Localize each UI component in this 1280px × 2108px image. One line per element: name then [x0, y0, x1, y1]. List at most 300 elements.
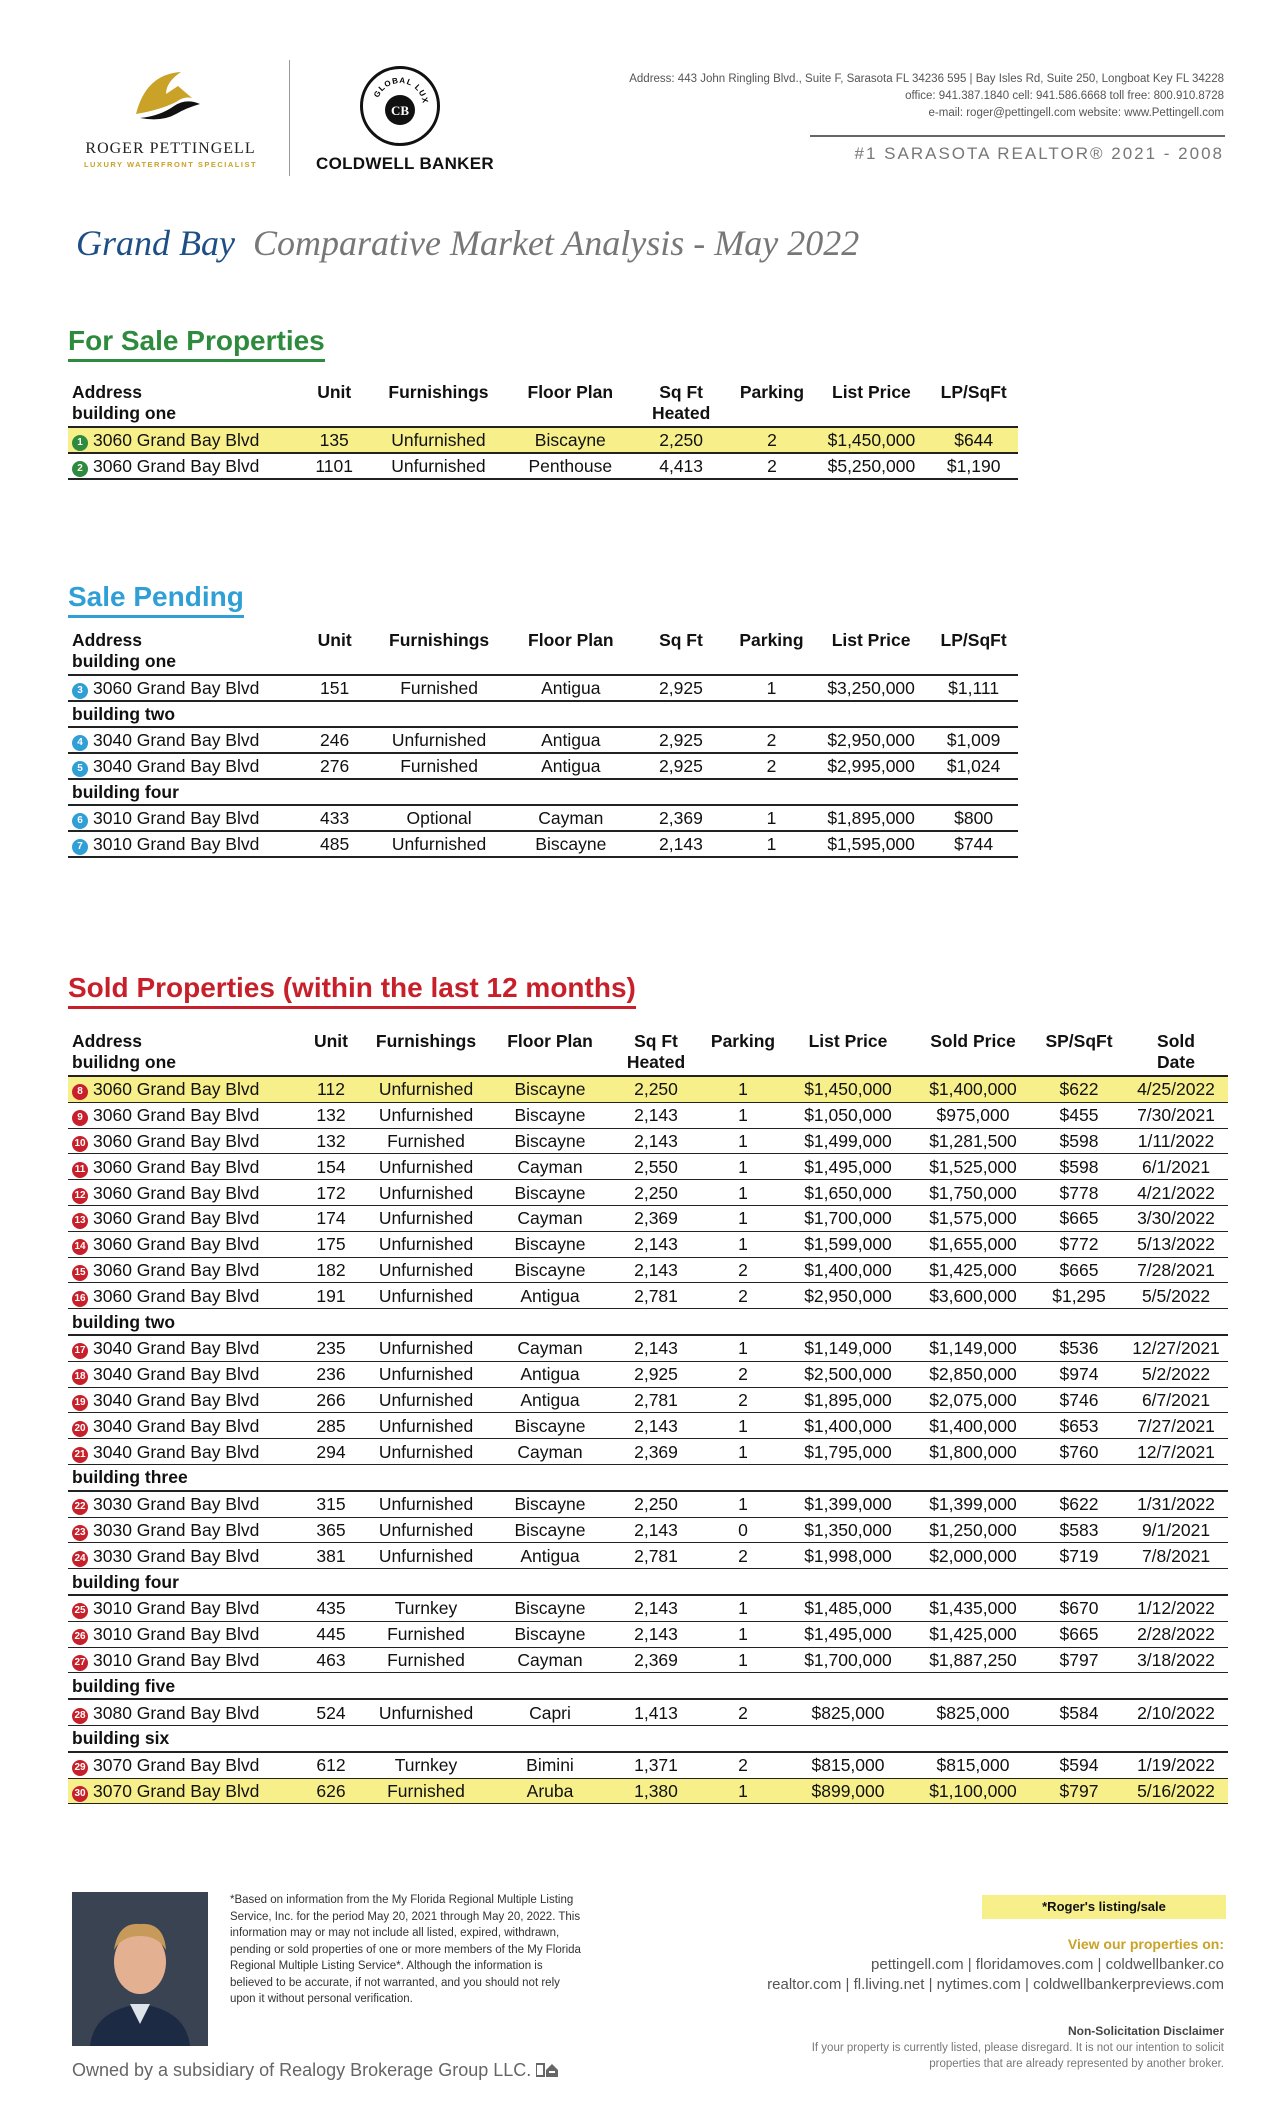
address-text: 3040 Grand Bay Blvd — [93, 756, 260, 776]
list-price-cell: $899,000 — [784, 1778, 912, 1804]
list-price-cell: $1,700,000 — [784, 1647, 912, 1673]
listing-number-icon: 9 — [72, 1110, 88, 1126]
address-cell — [68, 1387, 300, 1413]
contact-info — [544, 71, 1224, 122]
listing-number-icon: 30 — [72, 1786, 88, 1802]
sqft-cell: 2,781 — [610, 1387, 702, 1413]
sold-price-cell: $1,400,000 — [912, 1413, 1034, 1439]
list-price-cell: $1,700,000 — [784, 1205, 912, 1231]
sold-date-cell: 7/30/2021 — [1124, 1102, 1228, 1128]
listing-number-icon: 12 — [72, 1188, 88, 1204]
furnishings-cell: Unfurnished — [369, 727, 510, 753]
address-text: 3060 Grand Bay Blvd — [93, 456, 260, 476]
address-cell — [68, 753, 301, 779]
list-price-cell: $2,500,000 — [784, 1361, 912, 1387]
parking-cell: 2 — [702, 1257, 784, 1283]
table-row — [68, 1387, 1228, 1413]
floor-plan-cell: Biscayne — [490, 1180, 610, 1206]
unit-cell: 612 — [300, 1752, 362, 1778]
sold-price-cell: $1,100,000 — [912, 1778, 1034, 1804]
address-text: 3040 Grand Bay Blvd — [93, 1389, 260, 1410]
price-per-sqft-cell: $719 — [1034, 1543, 1124, 1569]
sold-price-cell: $1,575,000 — [912, 1205, 1034, 1231]
address-cell — [68, 1543, 300, 1569]
table-row — [68, 1517, 1228, 1543]
property-sites — [724, 1955, 1224, 1995]
building-label: building two — [68, 701, 1018, 727]
building-label-row — [68, 1569, 1228, 1595]
sold-date-cell: 4/25/2022 — [1124, 1076, 1228, 1102]
sold-date-cell: 1/12/2022 — [1124, 1595, 1228, 1621]
floor-plan-cell: Antigua — [490, 1361, 610, 1387]
furnishings-cell: Optional — [369, 805, 510, 831]
furnishings-cell: Furnished — [362, 1647, 490, 1673]
sold-date-cell: 5/5/2022 — [1124, 1283, 1228, 1309]
building-label: building six — [68, 1725, 1228, 1751]
sqft-cell: 2,143 — [610, 1257, 702, 1283]
list-price-cell: $2,995,000 — [813, 753, 929, 779]
sold-price-cell: $1,655,000 — [912, 1231, 1034, 1257]
table-header: Address building one Unit Furnishings Floor Plan Sq Ft Heated Parking List Price LP/SqFt — [68, 382, 1018, 427]
price-per-sqft-cell: $622 — [1034, 1491, 1124, 1517]
sold-price-cell: $1,750,000 — [912, 1180, 1034, 1206]
sqft-cell: 2,781 — [610, 1283, 702, 1309]
listing-number-icon: 23 — [72, 1525, 88, 1541]
price-per-sqft-cell: $760 — [1034, 1439, 1124, 1465]
listing-number-icon: 10 — [72, 1136, 88, 1152]
listing-number-icon: 4 — [72, 735, 88, 751]
address-text: 3060 Grand Bay Blvd — [93, 1105, 260, 1126]
price-per-sqft-cell: $1,295 — [1034, 1283, 1124, 1309]
floor-plan-cell: Antigua — [490, 1543, 610, 1569]
price-per-sqft-cell: $797 — [1034, 1647, 1124, 1673]
listing-number-icon: 8 — [72, 1084, 88, 1100]
furnishings-cell: Unfurnished — [362, 1413, 490, 1439]
list-price-cell: $1,400,000 — [784, 1257, 912, 1283]
furnishings-cell: Unfurnished — [362, 1154, 490, 1180]
floor-plan-cell: Biscayne — [490, 1595, 610, 1621]
list-price-cell: $1,599,000 — [784, 1231, 912, 1257]
parking-cell: 1 — [702, 1102, 784, 1128]
sqft-cell: 2,781 — [610, 1543, 702, 1569]
roger-listing-legend: *Roger's listing/sale — [982, 1895, 1226, 1919]
table-row — [68, 1413, 1228, 1439]
floor-plan-cell: Cayman — [490, 1205, 610, 1231]
parking-cell: 1 — [702, 1621, 784, 1647]
list-price-cell: $815,000 — [784, 1752, 912, 1778]
floor-plan-cell: Penthouse — [509, 453, 632, 479]
sold-price-cell: $815,000 — [912, 1752, 1034, 1778]
unit-cell: 626 — [300, 1778, 362, 1804]
address-cell — [68, 453, 300, 479]
floor-plan-cell: Antigua — [490, 1283, 610, 1309]
price-per-sqft-cell: $746 — [1034, 1387, 1124, 1413]
list-price-cell: $1,895,000 — [813, 805, 929, 831]
sold-date-cell: 7/8/2021 — [1124, 1543, 1228, 1569]
building-label-row — [68, 779, 1018, 805]
title-place: Grand Bay — [76, 223, 235, 263]
listing-number-icon: 25 — [72, 1603, 88, 1619]
sqft-cell: 2,250 — [632, 427, 731, 453]
address-text: 3030 Grand Bay Blvd — [93, 1494, 260, 1515]
furnishings-cell: Furnished — [362, 1778, 490, 1804]
agent-photo — [72, 1892, 208, 2046]
sqft-cell: 2,143 — [610, 1413, 702, 1439]
listing-number-icon: 16 — [72, 1291, 88, 1307]
sold-date-cell: 3/18/2022 — [1124, 1647, 1228, 1673]
floor-plan-cell: Cayman — [490, 1647, 610, 1673]
title-rest: Comparative Market Analysis - May 2022 — [252, 223, 860, 263]
building-label: building two — [68, 1309, 1228, 1335]
furnishings-cell: Furnished — [369, 753, 510, 779]
table-row — [68, 427, 1018, 453]
sale-pending-table — [68, 630, 1018, 858]
address-cell — [68, 1231, 300, 1257]
table-row — [68, 1752, 1228, 1778]
sqft-cell: 1,371 — [610, 1752, 702, 1778]
furnishings-cell: Unfurnished — [369, 831, 510, 857]
web-line[interactable]: e-mail: roger@pettingell.com website: www.Pettingell.com — [928, 107, 1224, 119]
table-header: Address builidng one Unit Furnishings Floor Plan Sq Ft Heated Parking List Price Sold Price SP/SqFt Sold Date — [68, 1031, 1228, 1076]
address-text: 3040 Grand Bay Blvd — [93, 1338, 260, 1359]
sold-date-cell: 5/13/2022 — [1124, 1231, 1228, 1257]
address-cell — [68, 1491, 300, 1517]
sold-date-cell: 6/7/2021 — [1124, 1387, 1228, 1413]
listing-number-icon: 7 — [72, 839, 88, 855]
building-label: building five — [68, 1673, 1228, 1699]
table-row — [68, 1283, 1228, 1309]
address-text: 3060 Grand Bay Blvd — [93, 678, 260, 698]
sold-price-cell: $2,850,000 — [912, 1361, 1034, 1387]
roger-pettingell-logo — [68, 60, 273, 180]
parking-cell: 0 — [702, 1517, 784, 1543]
floor-plan-cell: Biscayne — [490, 1076, 610, 1102]
listing-number-icon: 21 — [72, 1447, 88, 1463]
floor-plan-cell: Biscayne — [490, 1231, 610, 1257]
parking-cell: 1 — [702, 1180, 784, 1206]
sqft-cell: 1,380 — [610, 1778, 702, 1804]
unit-cell: 175 — [300, 1231, 362, 1257]
sold-date-cell: 12/7/2021 — [1124, 1439, 1228, 1465]
unit-cell: 285 — [300, 1413, 362, 1439]
price-per-sqft-cell: $594 — [1034, 1752, 1124, 1778]
listing-number-icon: 24 — [72, 1551, 88, 1567]
brand-tagline: LUXURY WATERFRONT SPECIALIST — [83, 160, 258, 169]
listing-number-icon: 19 — [72, 1395, 88, 1411]
unit-cell: 365 — [300, 1517, 362, 1543]
address-cell — [68, 1647, 300, 1673]
for-sale-heading: For Sale Properties — [68, 325, 325, 362]
address-text: 3060 Grand Bay Blvd — [93, 1156, 260, 1177]
sold-price-cell: $1,250,000 — [912, 1517, 1034, 1543]
sqft-cell: 2,369 — [610, 1205, 702, 1231]
table-row — [68, 1257, 1228, 1283]
floor-plan-cell: Biscayne — [490, 1102, 610, 1128]
furnishings-cell: Furnished — [369, 675, 510, 701]
table-row — [68, 1361, 1228, 1387]
sqft-cell: 2,369 — [632, 805, 730, 831]
address-cell — [68, 1154, 300, 1180]
address-cell — [68, 1439, 300, 1465]
address-cell — [68, 1361, 300, 1387]
address-text: 3010 Grand Bay Blvd — [93, 834, 260, 854]
floor-plan-cell: Cayman — [490, 1154, 610, 1180]
address-cell — [68, 1778, 300, 1804]
sqft-cell: 2,143 — [610, 1102, 702, 1128]
building-label-row — [68, 1673, 1228, 1699]
sold-date-cell: 5/2/2022 — [1124, 1361, 1228, 1387]
parking-cell: 1 — [702, 1413, 784, 1439]
parking-cell: 1 — [702, 1647, 784, 1673]
address-text: 3040 Grand Bay Blvd — [93, 1441, 260, 1462]
price-per-sqft-cell: $644 — [929, 427, 1018, 453]
unit-cell: 154 — [300, 1154, 362, 1180]
table-row — [68, 1595, 1228, 1621]
sites-line-2[interactable]: realtor.com | fl.living.net | nytimes.com | coldwellbankerpreviews.com — [767, 1976, 1224, 1993]
listing-number-icon: 14 — [72, 1239, 88, 1255]
floor-plan-cell: Biscayne — [490, 1257, 610, 1283]
table-row — [68, 1128, 1228, 1154]
address-text: 3060 Grand Bay Blvd — [93, 430, 260, 450]
furnishings-cell: Furnished — [362, 1128, 490, 1154]
price-per-sqft-cell: $744 — [929, 831, 1018, 857]
sold-date-cell: 3/30/2022 — [1124, 1205, 1228, 1231]
sale-pending-heading: Sale Pending — [68, 581, 244, 618]
floor-plan-cell: Cayman — [510, 805, 632, 831]
floor-plan-cell: Biscayne — [490, 1491, 610, 1517]
table-row — [68, 1076, 1228, 1102]
table-row — [68, 1543, 1228, 1569]
unit-cell: 246 — [301, 727, 369, 753]
floor-plan-cell: Aruba — [490, 1778, 610, 1804]
sqft-cell: 2,925 — [632, 753, 730, 779]
listing-number-icon: 15 — [72, 1265, 88, 1281]
listing-number-icon: 1 — [72, 435, 88, 451]
furnishings-cell: Furnished — [362, 1621, 490, 1647]
non-solicitation-text: If your property is currently listed, please disregard. It is not our intention to solicit properties that are already represented by another broker. — [811, 2042, 1224, 2070]
sites-line-1[interactable]: pettingell.com | floridamoves.com | coldwellbanker.co — [871, 1956, 1224, 1973]
list-price-cell: $1,499,000 — [784, 1128, 912, 1154]
unit-cell: 236 — [300, 1361, 362, 1387]
price-per-sqft-cell: $1,024 — [929, 753, 1018, 779]
sold-price-cell: $1,435,000 — [912, 1595, 1034, 1621]
address-cell — [68, 1180, 300, 1206]
for-sale-table — [68, 382, 1018, 480]
unit-cell: 381 — [300, 1543, 362, 1569]
address-cell — [68, 1076, 300, 1102]
sqft-cell: 2,250 — [610, 1076, 702, 1102]
parking-cell: 2 — [731, 427, 814, 453]
sqft-cell: 4,413 — [632, 453, 731, 479]
address-text: 3060 Grand Bay Blvd — [93, 1259, 260, 1280]
unit-cell: 135 — [300, 427, 368, 453]
address-cell — [68, 427, 300, 453]
list-price-cell: $1,050,000 — [784, 1102, 912, 1128]
table-row — [68, 453, 1018, 479]
sold-date-cell: 7/27/2021 — [1124, 1413, 1228, 1439]
house-wave-logo-icon — [126, 64, 206, 124]
sqft-cell: 2,925 — [632, 675, 730, 701]
listing-number-icon: 3 — [72, 683, 88, 699]
furnishings-cell: Unfurnished — [362, 1335, 490, 1361]
unit-cell: 445 — [300, 1621, 362, 1647]
list-price-cell: $2,950,000 — [784, 1283, 912, 1309]
floor-plan-cell: Antigua — [510, 675, 632, 701]
parking-cell: 2 — [702, 1543, 784, 1569]
price-per-sqft-cell: $974 — [1034, 1361, 1124, 1387]
sqft-cell: 2,143 — [610, 1231, 702, 1257]
price-per-sqft-cell: $800 — [929, 805, 1018, 831]
table-row — [68, 1102, 1228, 1128]
address-text: 3040 Grand Bay Blvd — [93, 1364, 260, 1385]
list-price-cell: $1,450,000 — [784, 1076, 912, 1102]
address-cell — [68, 1517, 300, 1543]
sold-price-cell: $1,887,250 — [912, 1647, 1034, 1673]
unit-cell: 132 — [300, 1128, 362, 1154]
listing-number-icon: 6 — [72, 813, 88, 829]
unit-cell: 172 — [300, 1180, 362, 1206]
cb-name: COLDWELL BANKER — [316, 154, 494, 173]
sold-price-cell: $975,000 — [912, 1102, 1034, 1128]
unit-cell: 112 — [300, 1076, 362, 1102]
sold-date-cell: 2/28/2022 — [1124, 1621, 1228, 1647]
sold-price-cell: $1,281,500 — [912, 1128, 1034, 1154]
parking-cell: 1 — [730, 831, 813, 857]
parking-cell: 2 — [702, 1283, 784, 1309]
unit-cell: 191 — [300, 1283, 362, 1309]
floor-plan-cell: Cayman — [490, 1335, 610, 1361]
floor-plan-cell: Biscayne — [490, 1621, 610, 1647]
floor-plan-cell: Biscayne — [510, 831, 632, 857]
parking-cell: 2 — [731, 453, 814, 479]
furnishings-cell: Unfurnished — [362, 1517, 490, 1543]
view-properties-label: View our properties on: — [1067, 1936, 1224, 1952]
building-label-row — [68, 1309, 1228, 1335]
price-per-sqft-cell: $670 — [1034, 1595, 1124, 1621]
address-text: 3080 Grand Bay Blvd — [93, 1702, 260, 1723]
address-cell — [68, 675, 301, 701]
listing-number-icon: 11 — [72, 1162, 88, 1178]
address-text: 3070 Grand Bay Blvd — [93, 1780, 260, 1801]
furnishings-cell: Turnkey — [362, 1752, 490, 1778]
parking-cell: 1 — [702, 1439, 784, 1465]
sold-date-cell: 12/27/2021 — [1124, 1335, 1228, 1361]
table-row — [68, 1491, 1228, 1517]
ownership-note: Owned by a subsidiary of Realogy Brokerage Group LLC. — [72, 2060, 558, 2081]
parking-cell: 2 — [702, 1752, 784, 1778]
sqft-cell: 2,250 — [610, 1491, 702, 1517]
sold-price-cell: $3,600,000 — [912, 1283, 1034, 1309]
address-cell — [68, 1205, 300, 1231]
price-per-sqft-cell: $778 — [1034, 1180, 1124, 1206]
parking-cell: 1 — [702, 1128, 784, 1154]
brand-name: ROGER PETTINGELL — [85, 140, 256, 157]
building-label: building four — [68, 1569, 1228, 1595]
address-cell — [68, 727, 301, 753]
furnishings-cell: Unfurnished — [362, 1439, 490, 1465]
list-price-cell: $1,895,000 — [784, 1387, 912, 1413]
parking-cell: 1 — [702, 1335, 784, 1361]
address-cell — [68, 1283, 300, 1309]
sold-date-cell: 2/10/2022 — [1124, 1699, 1228, 1725]
unit-cell: 433 — [301, 805, 369, 831]
floor-plan-cell: Biscayne — [490, 1413, 610, 1439]
sqft-cell: 2,925 — [610, 1361, 702, 1387]
sold-price-cell: $1,425,000 — [912, 1621, 1034, 1647]
list-price-cell: $1,399,000 — [784, 1491, 912, 1517]
sold-date-cell: 1/31/2022 — [1124, 1491, 1228, 1517]
floor-plan-cell: Biscayne — [509, 427, 632, 453]
listing-number-icon: 18 — [72, 1369, 88, 1385]
price-per-sqft-cell: $772 — [1034, 1231, 1124, 1257]
address-text: 3060 Grand Bay Blvd — [93, 1182, 260, 1203]
sold-table — [68, 1031, 1228, 1804]
floor-plan-cell: Antigua — [510, 727, 632, 753]
furnishings-cell: Unfurnished — [368, 453, 509, 479]
floor-plan-cell: Bimini — [490, 1752, 610, 1778]
listing-number-icon: 2 — [72, 461, 88, 477]
table-row — [68, 1439, 1228, 1465]
listing-number-icon: 22 — [72, 1499, 88, 1515]
sqft-cell: 2,550 — [610, 1154, 702, 1180]
parking-cell: 1 — [702, 1595, 784, 1621]
sold-price-cell: $1,800,000 — [912, 1439, 1034, 1465]
address-text: 3070 Grand Bay Blvd — [93, 1755, 260, 1776]
listing-number-icon: 20 — [72, 1421, 88, 1437]
list-price-cell: $825,000 — [784, 1699, 912, 1725]
parking-cell: 1 — [702, 1491, 784, 1517]
sqft-cell: 2,143 — [610, 1621, 702, 1647]
sold-date-cell: 1/19/2022 — [1124, 1752, 1228, 1778]
sold-heading: Sold Properties (within the last 12 months) — [68, 972, 636, 1009]
sqft-cell: 2,143 — [610, 1128, 702, 1154]
listing-number-icon: 28 — [72, 1708, 88, 1724]
sold-date-cell: 7/28/2021 — [1124, 1257, 1228, 1283]
address-text: 3010 Grand Bay Blvd — [93, 1598, 260, 1619]
furnishings-cell: Unfurnished — [362, 1491, 490, 1517]
address-cell — [68, 1699, 300, 1725]
sold-date-cell: 9/1/2021 — [1124, 1517, 1228, 1543]
sold-price-cell: $1,525,000 — [912, 1154, 1034, 1180]
header-divider — [289, 60, 290, 176]
parking-cell: 2 — [702, 1387, 784, 1413]
unit-cell: 151 — [301, 675, 369, 701]
parking-cell: 1 — [702, 1076, 784, 1102]
non-solicitation-title: Non-Solicitation Disclaimer — [1067, 2024, 1224, 2038]
sold-price-cell: $2,075,000 — [912, 1387, 1034, 1413]
table-row — [68, 727, 1018, 753]
furnishings-cell: Unfurnished — [362, 1257, 490, 1283]
list-price-cell: $2,950,000 — [813, 727, 929, 753]
mls-disclaimer: *Based on information from the My Florida Regional Multiple Listing Service, Inc. for the period May 20, 2021 through May 20, 2022. This information may or may not include all listed, expired, withdrawn, pending or sold properties of one or more members of the My Florida Regional Multiple Listing Service*. Although the information is believed to be accurate, if not warranted, and you should not rely upon it without personal verification. — [230, 1894, 581, 2005]
sold-date-cell: 4/21/2022 — [1124, 1180, 1228, 1206]
table-row — [68, 1205, 1228, 1231]
list-price-cell: $1,795,000 — [784, 1439, 912, 1465]
unit-cell: 315 — [300, 1491, 362, 1517]
listing-number-icon: 29 — [72, 1760, 88, 1776]
address-text: 3060 Grand Bay Blvd — [93, 1130, 260, 1151]
price-per-sqft-cell: $598 — [1034, 1128, 1124, 1154]
list-price-cell: $1,998,000 — [784, 1543, 912, 1569]
building-label-row — [68, 1725, 1228, 1751]
parking-cell: 1 — [702, 1778, 784, 1804]
table-row — [68, 1647, 1228, 1673]
building-label-row — [68, 701, 1018, 727]
list-price-cell: $1,595,000 — [813, 831, 929, 857]
address-text: 3060 Grand Bay Blvd — [93, 1079, 260, 1100]
table-row — [68, 1699, 1228, 1725]
list-price-cell: $5,250,000 — [813, 453, 929, 479]
